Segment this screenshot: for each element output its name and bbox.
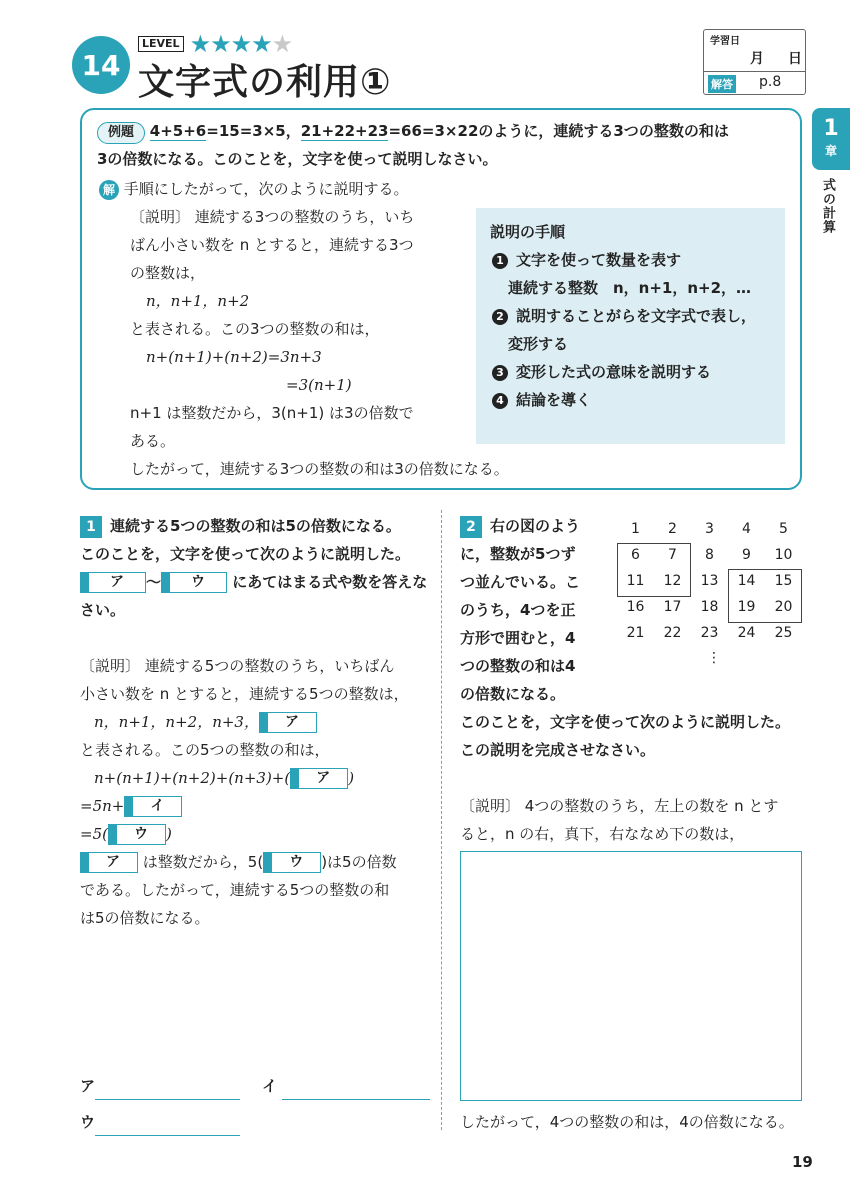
q1-expression: ) [165, 825, 172, 843]
answer-tag: 解答 [708, 75, 736, 93]
grid-cell: 15 [774, 573, 793, 589]
answer-row [80, 1108, 240, 1136]
q2-prompt: 方形で囲むと，4 [460, 629, 576, 647]
explain-line: n，n+1，n+2 [146, 292, 250, 310]
step-text: 説明することがらを文字式で表し， [516, 307, 757, 325]
q2-explain: 〔説明〕 4つの整数のうち，左上の数を n とす [460, 797, 779, 815]
grid-square-right [728, 569, 802, 623]
q2-conclusion: したがって，4つの整数の和は，4の倍数になる。 [460, 1113, 794, 1131]
grid-continuation: ⋮ [707, 650, 721, 666]
q2-prompt: この説明を完成させなさい。 [460, 741, 656, 759]
example-tag: 例題 [97, 122, 145, 144]
explain-line: ばん小さい数を n とすると，連続する3つ [130, 236, 414, 254]
grid-cell: 21 [626, 625, 645, 641]
page-number: 19 [792, 1153, 813, 1171]
blank-a: ア [80, 572, 146, 593]
q1-expression: n+(n+1)+(n+2)+(n+3)+( [94, 769, 291, 787]
page-title: 文字式の利用① [138, 62, 392, 103]
explain-equation: n+(n+1)+(n+2)=3n+3 [146, 348, 322, 366]
study-day-label: 日 [788, 51, 802, 67]
steps-title: 説明の手順 [490, 223, 566, 241]
study-date-box [703, 29, 806, 95]
q1-explain [80, 792, 182, 820]
step-item [492, 386, 785, 414]
q2-number: 2 [460, 516, 482, 538]
step-item: 連続する整数 n，n+1，n+2，… [508, 279, 752, 297]
chapter-number: 1 [823, 116, 839, 141]
example-sum-2: 21+22+23 [300, 122, 389, 140]
q1-text: )は5の倍数 [321, 853, 397, 871]
q2-prompt: つ並んでいる。こ [460, 573, 581, 591]
solution-text: 手順にしたがって，次のように説明する。 [123, 180, 409, 198]
grid-cell: 14 [737, 573, 756, 589]
grid-cell: 12 [663, 573, 682, 589]
grid-cell: 25 [774, 625, 793, 641]
q1-expression: =5n+ [80, 797, 125, 815]
q1-expression: ) [348, 769, 355, 787]
star-rating [190, 32, 293, 56]
q1-explain: である。したがって，連続する5つの整数の和 [80, 881, 390, 899]
grid-cell: 13 [700, 573, 719, 589]
level-indicator [138, 32, 292, 56]
blank-a: ア [259, 712, 317, 733]
solution-intro [99, 175, 408, 203]
step-number-icon: 2 [492, 309, 508, 325]
grid-cell: 9 [742, 547, 751, 563]
q2-prompt [460, 512, 580, 540]
grid-cell: 5 [779, 521, 788, 537]
explain-line: と表される。この3つの整数の和は， [130, 320, 380, 338]
answer-page: p.8 [759, 74, 782, 90]
q2-prompt: に，整数が5つず [460, 545, 576, 563]
step-text: 変形した式の意味を説明する [516, 363, 712, 381]
step-number-icon: 3 [492, 365, 508, 381]
grid-cell: 1 [631, 521, 640, 537]
q1-explain: 〔説明〕 連続する5つの整数のうち，いちばん [80, 657, 395, 675]
grid-cell: 2 [668, 521, 677, 537]
chapter-tab [812, 108, 850, 170]
grid-cell: 11 [626, 573, 645, 589]
blank-a: ア [80, 852, 138, 873]
grid-cell: 22 [663, 625, 682, 641]
example-sum-1: 4+5+6 [149, 122, 207, 140]
answer-field-u[interactable] [95, 1117, 240, 1136]
grid-cell: 20 [774, 599, 793, 615]
answer-row [262, 1072, 430, 1100]
answer-label-u: ウ [80, 1113, 96, 1131]
step-item [492, 246, 785, 274]
blank-u: ウ [161, 572, 227, 593]
solution-icon: 解 [99, 180, 119, 200]
step-text: 文字を使って数量を表す [516, 251, 682, 269]
star-icon-filled: ★★★★ [189, 30, 272, 58]
explain-equation: =3(n+1) [286, 376, 352, 394]
q2-prompt: のうち，4つを正 [460, 601, 576, 619]
q2-prompt: つの整数の和は4 [460, 657, 576, 675]
grid-row [617, 620, 802, 646]
step-item [492, 358, 785, 386]
number-grid [617, 516, 802, 666]
study-date-label: 学習日 [710, 36, 740, 47]
step-item: 変形する [508, 335, 569, 353]
explain-conclusion: したがって，連続する3つの整数の和は3の倍数になる。 [130, 460, 509, 478]
grid-cell: 8 [705, 547, 714, 563]
unit-number-badge [72, 36, 130, 94]
step-text: 結論を導く [516, 391, 592, 409]
column-divider [441, 510, 442, 1130]
tilde: 〜 [146, 573, 162, 591]
q1-text: 連続する5つの整数の和は5の倍数になる。 [110, 517, 401, 535]
blank-a: ア [290, 768, 348, 789]
blank-i: イ [124, 796, 182, 817]
q1-prompt: さい。 [80, 601, 126, 619]
step-item [492, 302, 785, 330]
grid-square-left [617, 543, 691, 597]
q2-prompt: の倍数になる。 [460, 685, 566, 703]
grid-cell: 19 [737, 599, 756, 615]
grid-cell: 3 [705, 521, 714, 537]
q1-expression: =5( [80, 825, 108, 843]
q1-explain [94, 708, 317, 736]
chapter-title: 式の計算 [820, 178, 835, 234]
q1-text: は整数だから，5( [142, 853, 264, 871]
q1-explain [80, 820, 172, 848]
grid-cell: 17 [663, 599, 682, 615]
study-month-label: 月 [750, 51, 764, 67]
explain-line: 〔説明〕 連続する3つの整数のうち，いち [130, 208, 415, 226]
level-label: LEVEL [138, 36, 184, 52]
star-icon-empty: ★ [271, 30, 293, 58]
steps-panel [476, 208, 785, 444]
q2-text: 右の図のよう [490, 517, 581, 535]
example-text: =66=3×22のように，連続する3つの整数の和は [388, 122, 729, 140]
example-line-1 [97, 117, 729, 145]
explain-line: n+1 は整数だから，3(n+1) は3の倍数で [130, 404, 414, 422]
step-number-icon: 1 [492, 253, 508, 269]
q1-number: 1 [80, 516, 102, 538]
blank-u: ウ [108, 824, 166, 845]
grid-cell: 18 [700, 599, 719, 615]
grid-row [617, 516, 802, 542]
example-text: =15=3×5， [206, 122, 301, 140]
q2-explain: ると，n の右，真下，右ななめ下の数は， [460, 825, 745, 843]
grid-cell: 23 [700, 625, 719, 641]
q1-expression: n，n+1，n+2，n+3， [94, 713, 259, 731]
grid-cell: 16 [626, 599, 645, 615]
grid-cell: 10 [774, 547, 793, 563]
q1-prompt [80, 512, 401, 540]
q1-prompt: このことを，文字を使って次のように説明した。 [80, 545, 411, 563]
q1-explain: と表される。この5つの整数の和は， [80, 741, 330, 759]
blank-u: ウ [263, 852, 321, 873]
q1-explain: 小さい数を n とすると，連続する5つの整数は， [80, 685, 409, 703]
q2-answer-box[interactable] [460, 851, 802, 1101]
answer-field-a[interactable] [95, 1081, 240, 1100]
divider [704, 71, 805, 72]
step-number-icon: 4 [492, 393, 508, 409]
grid-cell: 24 [737, 625, 756, 641]
q1-explain [94, 764, 354, 792]
unit-number: 14 [81, 48, 121, 82]
grid-cell: 7 [668, 547, 677, 563]
explain-line: ある。 [130, 432, 176, 450]
q1-prompt [80, 568, 427, 596]
answer-row [80, 1072, 240, 1100]
answer-label-i: イ [262, 1077, 278, 1095]
q2-prompt: このことを，文字を使って次のように説明した。 [460, 713, 791, 731]
grid-cell: 4 [742, 521, 751, 537]
q1-text: にあてはまる式や数を答えな [232, 573, 428, 591]
answer-label-a: ア [80, 1077, 96, 1095]
chapter-suffix: 章 [824, 144, 837, 158]
grid-cell: 6 [631, 547, 640, 563]
explain-line: の整数は， [130, 264, 206, 282]
q1-explain [80, 848, 397, 876]
example-line-2: 3の倍数になる。このことを，文字を使って説明しなさい。 [97, 150, 498, 168]
answer-field-i[interactable] [282, 1081, 430, 1100]
q1-explain: は5の倍数になる。 [80, 909, 210, 927]
